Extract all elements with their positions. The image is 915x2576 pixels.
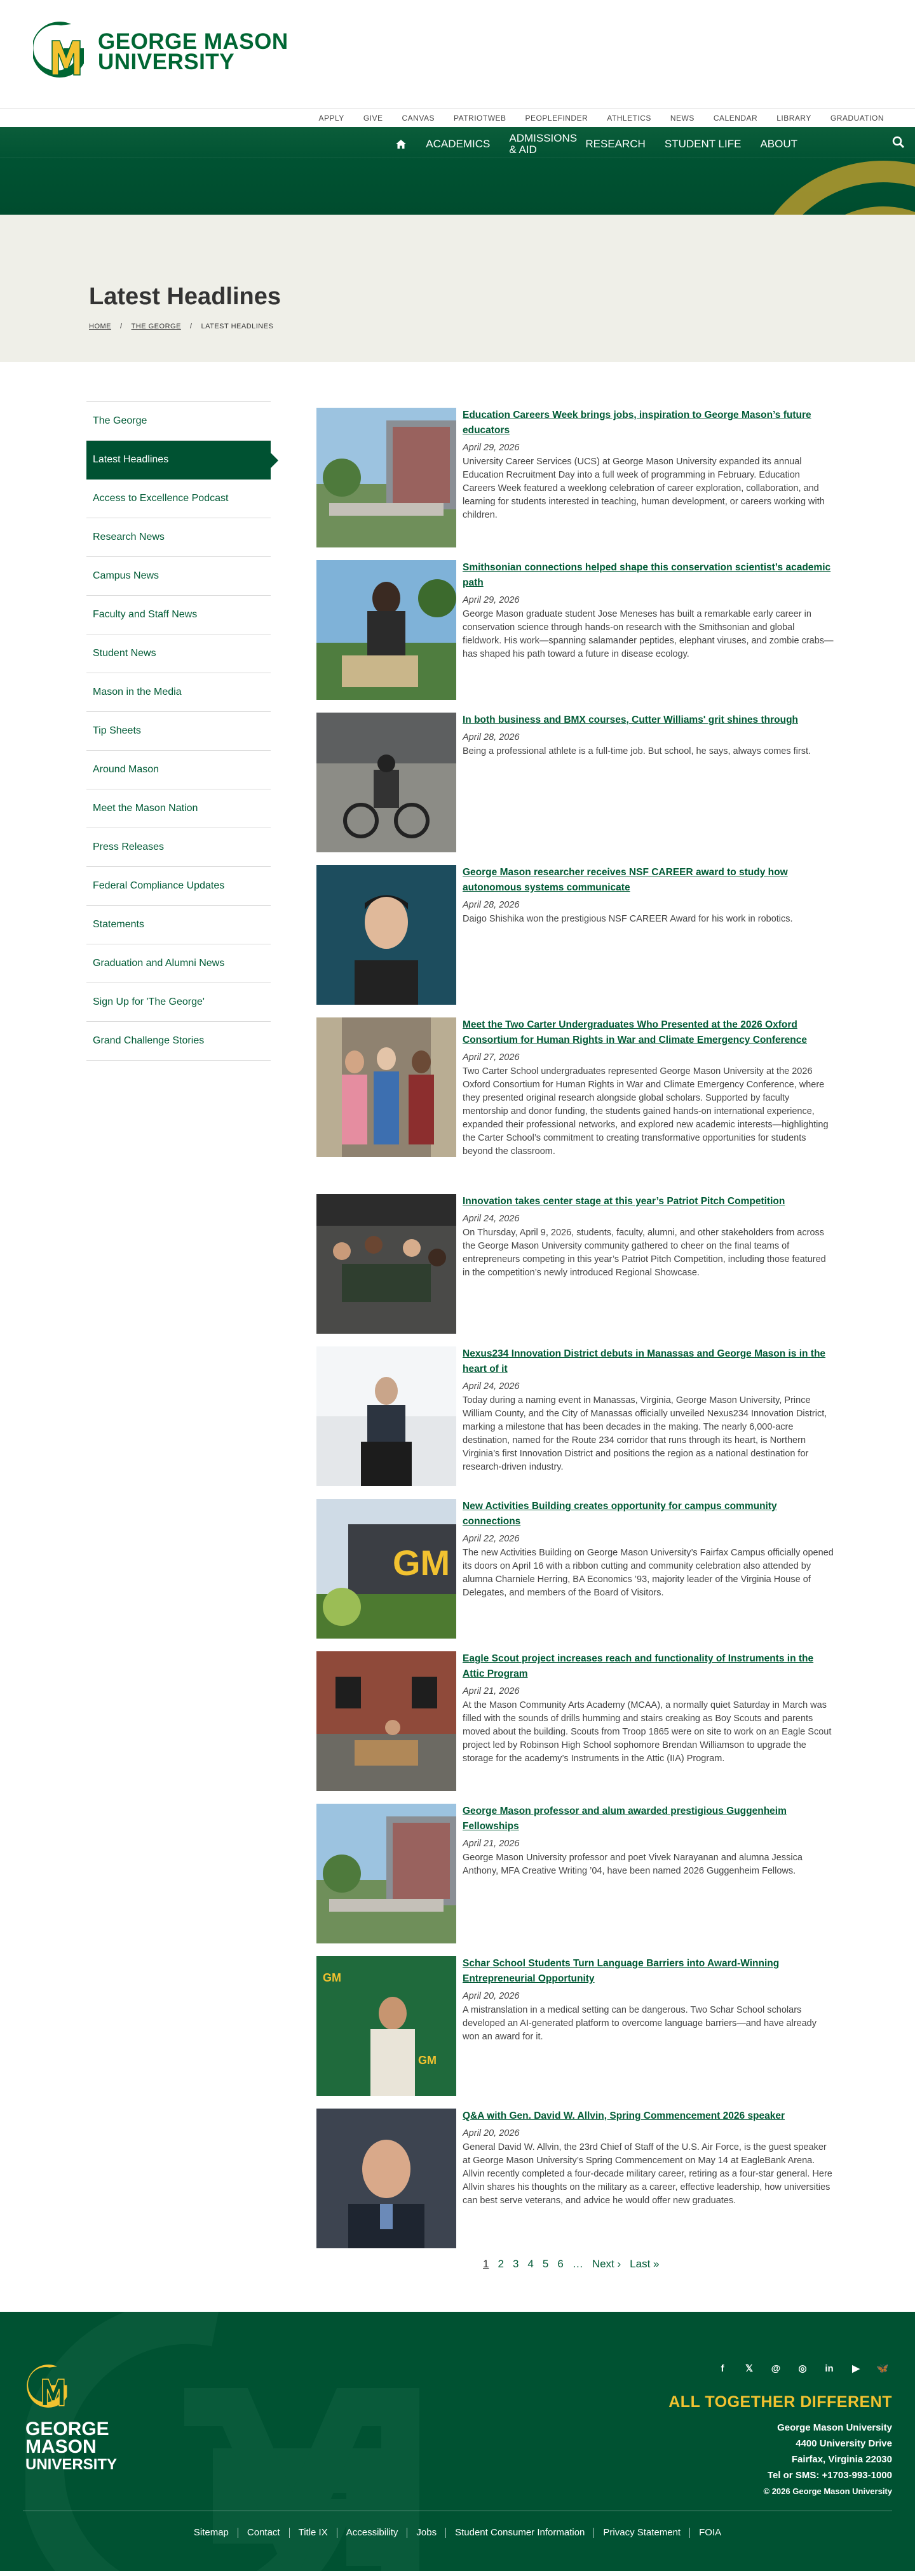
search-icon[interactable]: [890, 133, 907, 151]
utility-link-athletics[interactable]: ATHLETICS: [607, 114, 651, 123]
breadcrumb-separator: /: [120, 323, 123, 330]
article-summary: A mistranslation in a medical setting can be dangerous. Two Schar School scholars developed an AI-generated platform to overcome language barriers—and have already won an award for it.: [463, 2005, 817, 2042]
article-title-link[interactable]: Innovation takes center stage at this year’s Patriot Pitch Competition: [463, 1196, 785, 1207]
article-title-link[interactable]: George Mason researcher receives NSF CAREER award to study how autonomous systems communicate: [463, 867, 788, 893]
article-summary: Today during a naming event in Manassas, Virginia, George Mason University, Prince William County, and the City of Manassas officially unveiled Nexus234 Innovation District, marking a milestone that has been decades in the making. The nearly 6,000-acre destination, named for the Route 234 corridor that runs through its heart, is Northern Virginia’s first Innovation District and positions the region as a national destination for research-driven industry.: [463, 1395, 827, 1472]
gm-logo-mark-icon: [33, 19, 93, 85]
university-logo[interactable]: [33, 19, 288, 85]
utility-link-graduation[interactable]: GRADUATION: [830, 114, 884, 123]
utility-bar: [0, 108, 915, 127]
article-date: April 21, 2026: [463, 1839, 520, 1849]
utility-link-news[interactable]: NEWS: [670, 114, 695, 123]
pitch-competition-photo-icon: [316, 1194, 456, 1334]
campus-building-photo-icon: [316, 408, 456, 547]
instagram-icon[interactable]: ◎: [798, 2363, 807, 2374]
article-summary: General David W. Allvin, the 23rd Chief of Staff of the U.S. Air Force, is the guest speaker at George Mason University’s Spring Commencement on May 14 at EagleBank Arena. Allvin recently completed a four-decade military career, retiring as a four-star general. Here Allvin shares his thoughts on the military as a career, effective leadership, how universities can best serve veterans, and advice he would offer new graduates.: [463, 2142, 832, 2206]
sidebar-item-student-news[interactable]: Student News: [86, 634, 271, 673]
article-date: April 28, 2026: [463, 732, 520, 742]
utility-link-library[interactable]: LIBRARY: [776, 114, 811, 123]
footer-wordmark-line1: GEORGE: [25, 2418, 109, 2439]
page-link[interactable]: 3: [512, 2258, 519, 2270]
nav-research[interactable]: RESEARCH: [585, 138, 646, 150]
bluesky-icon[interactable]: 🦋: [876, 2363, 889, 2374]
footer-link-sitemap[interactable]: Sitemap: [185, 2528, 238, 2538]
footer-copyright: © 2026 George Mason University: [763, 2486, 892, 2496]
article-date: April 24, 2026: [463, 1381, 520, 1392]
wordmark-line2: UNIVERSITY: [98, 50, 235, 74]
university-wordmark: [98, 29, 288, 74]
utility-nav: [309, 114, 893, 123]
page-link[interactable]: 5: [542, 2258, 549, 2270]
breadcrumb-separator: /: [189, 323, 193, 330]
smithsonian-sign-photo-icon: [316, 560, 456, 700]
article-title-link[interactable]: Nexus234 Innovation District debuts in Manassas and George Mason is in the heart of it: [463, 1348, 826, 1374]
article-date: April 29, 2026: [463, 595, 520, 605]
breadcrumb-the-george[interactable]: THE GEORGE: [131, 323, 181, 330]
social-links: [715, 2361, 890, 2375]
page-link[interactable]: 4: [527, 2258, 534, 2270]
sidebar-item-mason-in-media[interactable]: Mason in the Media: [86, 673, 271, 712]
article-thumbnail[interactable]: [316, 713, 456, 852]
article-date: April 21, 2026: [463, 1686, 520, 1696]
youtube-icon[interactable]: ▶: [852, 2363, 860, 2374]
address-line: George Mason University: [777, 2422, 892, 2433]
site-header: [0, 0, 915, 108]
sidebar-item-campus-news[interactable]: Campus News: [86, 557, 271, 596]
article-body: [463, 1194, 834, 1280]
footer-link-title-ix[interactable]: Title IX: [290, 2528, 337, 2538]
article-body: [463, 1346, 834, 1474]
article-title-link[interactable]: Q&A with Gen. David W. Allvin, Spring Commencement 2026 speaker: [463, 2110, 785, 2121]
researcher-portrait-photo-icon: [316, 865, 456, 1005]
sidebar-item-podcast[interactable]: Access to Excellence Podcast: [86, 480, 271, 518]
nav-student-life[interactable]: STUDENT LIFE: [664, 138, 742, 150]
article-date: April 20, 2026: [463, 1991, 520, 2001]
article-date: April 22, 2026: [463, 1534, 520, 1544]
footer-link-privacy[interactable]: Privacy Statement: [594, 2528, 690, 2538]
article-thumbnail[interactable]: [316, 1194, 456, 1334]
article-summary: Two Carter School undergraduates represented George Mason University at the 2026 Oxford Consortium for Human Rights in War and Climate Emergency Conference, where they presented original research alongside global scholars. Supported by faculty mentorship and donor funding, the students gained hands-on international experience, expanded their professional networks, and explored new academic interests—highlighting the Carter School’s commitment to creating transformative opportunities for students beyond the classroom.: [463, 1066, 829, 1157]
last-page-link[interactable]: Last »: [630, 2258, 660, 2270]
nav-home-link[interactable]: [386, 138, 416, 150]
article-title-link[interactable]: Education Careers Week brings jobs, inspiration to George Mason’s future educators: [463, 410, 811, 436]
svg-text:GM: GM: [393, 1543, 451, 1583]
article-date: April 28, 2026: [463, 900, 520, 910]
article-thumbnail[interactable]: [316, 1956, 456, 2096]
main-nav-items: [386, 131, 807, 158]
page-title: Latest Headlines: [89, 283, 281, 310]
article-body: [463, 560, 834, 661]
sidebar-item-research-news[interactable]: Research News: [86, 518, 271, 557]
footer-link-jobs[interactable]: Jobs: [407, 2528, 446, 2538]
nexus234-event-photo-icon: [316, 1346, 456, 1486]
students-group-photo-icon: [316, 1017, 456, 1157]
article-summary: Daigo Shishika won the prestigious NSF CAREER Award for his work in robotics.: [463, 914, 793, 924]
article-thumbnail[interactable]: [316, 1017, 456, 1157]
article-thumbnail[interactable]: [316, 560, 456, 700]
article-thumbnail[interactable]: [316, 2109, 456, 2248]
article-thumbnail[interactable]: [316, 1651, 456, 1791]
utility-link-apply[interactable]: APPLY: [318, 114, 344, 123]
footer-link-contact[interactable]: Contact: [238, 2528, 290, 2538]
article-summary: George Mason University professor and poet Vivek Narayanan and alumna Jessica Anthony, MFA Creative Writing ’04, have been named 2026 Guggenheim Fellows.: [463, 1853, 803, 1876]
article-summary: George Mason graduate student Jose Meneses has built a remarkable early career in conservation science through hands-on research with the Smithsonian and global fieldwork. His work—spanning salamander peptides, elephant viruses, and zombie crabs—has shaped his path toward a future in disease ecology.: [463, 609, 834, 659]
article-title-link[interactable]: Meet the Two Carter Undergraduates Who Presented at the 2026 Oxford Consortium for Human Rights in War and Climate Emergency Conference: [463, 1019, 808, 1045]
footer-link-accessibility[interactable]: Accessibility: [337, 2528, 408, 2538]
utility-link-calendar[interactable]: CALENDAR: [713, 114, 758, 123]
svg-text:GM: GM: [323, 1971, 341, 1984]
article-summary: The new Activities Building on George Mason University’s Fairfax Campus officially opened its doors on April 16 with a ribbon cutting and community celebration also attended by alumna Charniele Herring, BA Economics ’93, majority leader of the Virginia House of Delegates, and members of the Board of Visitors.: [463, 1548, 834, 1598]
footer-link-foia[interactable]: FOIA: [699, 2527, 722, 2538]
eagle-scout-project-photo-icon: [316, 1651, 456, 1791]
article-thumbnail[interactable]: [316, 1346, 456, 1486]
article-thumbnail[interactable]: [316, 1499, 456, 1639]
article-thumbnail[interactable]: [316, 1804, 456, 1943]
address-line: 4400 University Drive: [796, 2438, 892, 2449]
campus-building-photo-icon: [316, 1804, 456, 1943]
nav-about[interactable]: ABOUT: [760, 138, 797, 150]
facebook-icon[interactable]: f: [721, 2363, 724, 2374]
footer-wordmark-line2: MASON: [25, 2436, 97, 2457]
article-title-link[interactable]: Schar School Students Turn Language Barriers into Award-Winning Entrepreneurial Opportunity: [463, 1958, 780, 1984]
x-icon[interactable]: 𝕏: [745, 2363, 754, 2374]
article-title-link[interactable]: New Activities Building creates opportunity for campus community connections: [463, 1501, 777, 1527]
article-body: [463, 1956, 834, 2044]
article-body: [463, 2109, 834, 2208]
utility-link-give[interactable]: GIVE: [363, 114, 383, 123]
sidebar-item-press-releases[interactable]: Press Releases: [86, 828, 271, 867]
page-link-current[interactable]: 1: [483, 2258, 489, 2270]
breadcrumb: [89, 323, 273, 330]
breadcrumb-home[interactable]: HOME: [89, 323, 111, 330]
article-summary: Being a professional athlete is a full-time job. But school, he says, always comes first.: [463, 746, 811, 756]
article-date: April 29, 2026: [463, 443, 520, 453]
article-title-link[interactable]: In both business and BMX courses, Cutter Williams' grit shines through: [463, 714, 799, 725]
gm-logo-mark-icon: [25, 2363, 76, 2413]
utility-link-peoplefinder[interactable]: PEOPLEFINDER: [525, 114, 588, 123]
page-link[interactable]: 6: [557, 2258, 564, 2270]
nav-admissions-label: ADMISSIONS & AID: [509, 132, 578, 156]
home-icon: [395, 138, 407, 150]
nav-academics[interactable]: ACADEMICS: [426, 138, 491, 150]
article-body: [463, 865, 834, 926]
utility-link-canvas[interactable]: CANVAS: [402, 114, 435, 123]
sidebar-item-grand-challenge[interactable]: Grand Challenge Stories: [86, 1022, 271, 1061]
sidebar-item-tip-sheets[interactable]: Tip Sheets: [86, 712, 271, 751]
sidebar-item-sign-up[interactable]: Sign Up for 'The George': [86, 983, 271, 1022]
linkedin-icon[interactable]: in: [825, 2363, 834, 2374]
footer-wordmark-line3: UNIVERSITY: [25, 2456, 118, 2473]
threads-icon[interactable]: @: [771, 2363, 781, 2374]
sidebar-item-around-mason[interactable]: Around Mason: [86, 751, 271, 789]
breadcrumb-current: LATEST HEADLINES: [201, 323, 274, 330]
nav-admissions-aid[interactable]: [499, 133, 576, 156]
footer-address: [764, 2420, 893, 2499]
activities-building-photo-icon: [316, 1499, 456, 1639]
sidebar-item-the-george[interactable]: The George: [86, 402, 271, 441]
sidebar-item-faculty-staff-news[interactable]: Faculty and Staff News: [86, 596, 271, 634]
article-thumbnail[interactable]: [316, 408, 456, 547]
footer-phone[interactable]: Tel or SMS: +1703-993-1000: [767, 2470, 892, 2481]
wordmark-line1: GEORGE MASON: [98, 29, 288, 54]
pagination-ellipsis: …: [572, 2258, 583, 2270]
article-date: April 20, 2026: [463, 2128, 520, 2138]
page-link[interactable]: 2: [498, 2258, 504, 2270]
schar-school-students-photo-icon: [316, 1956, 456, 2096]
article-body: [463, 1804, 834, 1878]
article-title-link[interactable]: Eagle Scout project increases reach and functionality of Instruments in the Attic Program: [463, 1653, 814, 1679]
main-content: [0, 362, 915, 2312]
article-summary: On Thursday, April 9, 2026, students, faculty, alumni, and other stakeholders from across the George Mason University community gathered to cheer on the final teams of entrepreneurs competing in this year’s Patriot Pitch Competition, including those featured in the competition’s newly introduced Regional Showcase.: [463, 1228, 826, 1278]
article-body: [463, 1651, 834, 1766]
address-line: Fairfax, Virginia 22030: [791, 2454, 892, 2465]
footer-logo[interactable]: [25, 2363, 121, 2474]
general-portrait-photo-icon: [316, 2109, 456, 2248]
article-date: April 24, 2026: [463, 1214, 520, 1224]
svg-text:GM: GM: [418, 2054, 437, 2067]
bmx-rider-photo-icon: [316, 713, 456, 852]
article-thumbnail[interactable]: [316, 865, 456, 1005]
article-body: [463, 1017, 834, 1158]
footer-wordmark: [25, 2420, 121, 2474]
article-body: [463, 408, 834, 522]
utility-link-patriotweb[interactable]: PATRIOTWEB: [453, 114, 506, 123]
sidebar-item-latest-headlines[interactable]: Latest Headlines: [86, 441, 271, 480]
next-page-link[interactable]: Next ›: [592, 2258, 621, 2270]
article-title-link[interactable]: George Mason professor and alum awarded prestigious Guggenheim Fellowships: [463, 1806, 787, 1832]
sidebar-item-meet-mason-nation[interactable]: Meet the Mason Nation: [86, 789, 271, 828]
footer-tagline: ALL TOGETHER DIFFERENT: [668, 2393, 892, 2411]
page-title-band: [0, 215, 915, 362]
sidebar-item-statements[interactable]: Statements: [86, 906, 271, 944]
main-nav: [0, 127, 915, 215]
sidebar-nav: [86, 401, 271, 1061]
sidebar-item-federal-compliance[interactable]: Federal Compliance Updates: [86, 867, 271, 906]
article-body: [463, 1499, 834, 1600]
article-date: April 27, 2026: [463, 1052, 520, 1063]
article-body: [463, 713, 834, 758]
article-summary: At the Mason Community Arts Academy (MCAA), a normally quiet Saturday in March was filled with the sounds of drills humming and stairs creaking as Boy Scouts and parents moved about the building. Scouts from Troop 1865 were on site to work on an Eagle Scout project led by Robinson High School sophomore Brendan Williamson to upgrade the storage for the academy’s Instruments in the Attic (IIA) Program.: [463, 1700, 832, 1764]
footer-links: [0, 2528, 915, 2538]
sidebar-item-graduation-alumni[interactable]: Graduation and Alumni News: [86, 944, 271, 983]
site-footer: [0, 2312, 915, 2571]
footer-link-consumer-info[interactable]: Student Consumer Information: [446, 2528, 594, 2538]
article-summary: University Career Services (UCS) at George Mason University expanded its annual Education Recruitment Day into a full week of programming in February. Education Careers Week featured a weeklong celebration of career exploration, collaboration, and learning for students interested in teaching, human development, or careers working with children.: [463, 457, 825, 520]
pagination: [483, 2258, 659, 2271]
article-title-link[interactable]: Smithsonian connections helped shape this conservation scientist’s academic path: [463, 562, 831, 588]
